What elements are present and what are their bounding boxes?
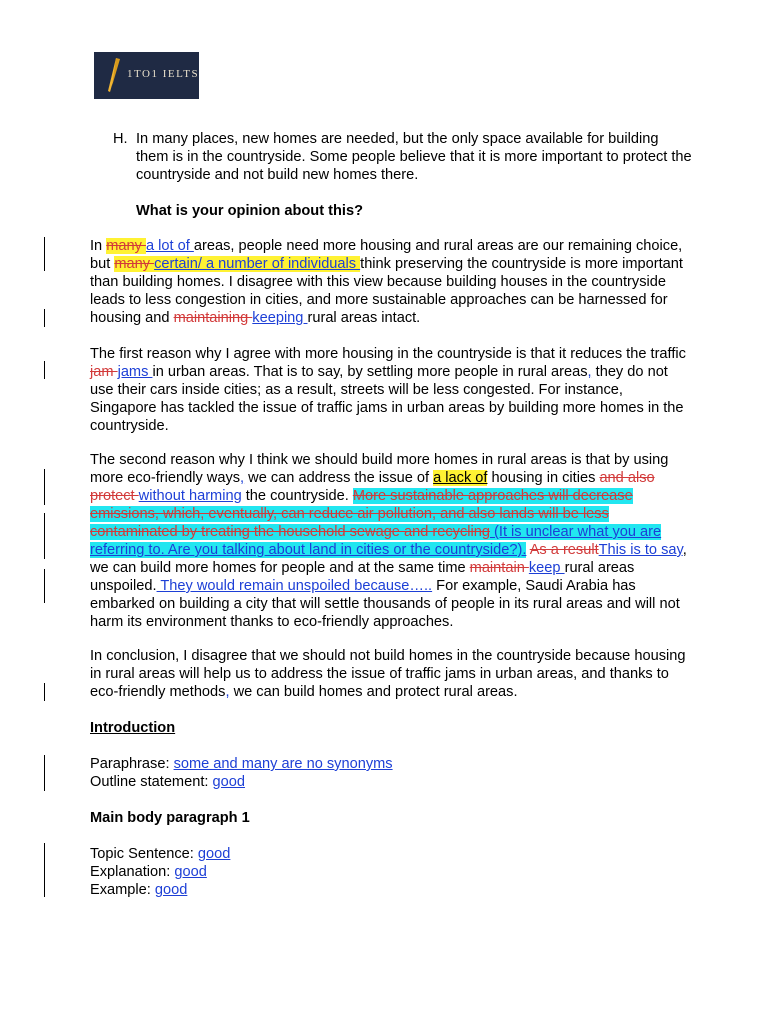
reviewer-comment: (It is unclear what you are referring to. Are you talking about land in cities or the countryside?). <box>90 524 662 558</box>
paraphrase-line <box>90 755 690 773</box>
revision-bar <box>44 237 45 271</box>
reviewer-comment: They would remain unspoiled because….. <box>156 578 433 594</box>
logo-text: 1TO1 IELTS <box>127 68 199 80</box>
text-run: rural areas intact. <box>307 310 421 326</box>
text-run: we can build homes and protect rural areas. <box>229 684 518 700</box>
body-paragraph-1-feedback <box>90 845 690 899</box>
explanation-label: Explanation: <box>90 864 175 880</box>
inserted-text: This is to say <box>598 542 683 558</box>
revision-bar <box>44 309 45 327</box>
essay-paragraph-1 <box>90 237 690 327</box>
text-run: In conclusion, I disagree that we should not build homes in the countryside because housing in rural areas will help us to address the issue of traffic jams in urban areas, and thanks to eco-friendly methods <box>90 648 686 700</box>
outline-line <box>90 773 690 791</box>
revision-bar <box>44 683 45 701</box>
outline-label: Outline statement: <box>90 774 213 790</box>
inserted-text: without harming <box>138 488 242 504</box>
essay-question <box>113 130 693 220</box>
revision-bar <box>44 843 45 897</box>
example-line <box>90 881 690 899</box>
text-run: in urban areas. That is to say, by settling more people in rural areas <box>152 364 588 380</box>
text-run: The first reason why I agree with more housing in the countryside is that it reduces the traffic <box>90 346 686 362</box>
text-run: rural areas unspoiled. <box>90 560 635 594</box>
brand-logo <box>94 52 199 99</box>
topic-comment: good <box>197 846 231 862</box>
inserted-text: keep <box>528 560 565 576</box>
deleted-text: many <box>106 238 146 254</box>
deleted-text: and also protect <box>90 470 655 504</box>
text-run: they do not use their cars inside cities; as a result, streets will be less congested. For instance, Singapore has tackled the issue of traffic jams in urban areas by building more homes in the countryside. <box>90 364 684 434</box>
deleted-text: More sustainable approaches will decrease emissions, which, eventually, can reduce air pollution, and also lands will be less contaminated by treating the household sewage and recycling <box>90 488 633 540</box>
highlighted-text: a lack of <box>433 470 488 486</box>
question-text: In many places, new homes are needed, but the only space available for building them is in the countryside. Some people believe that it is more important to protect the countryside and not build new homes there. <box>136 131 692 183</box>
question-letter: H. <box>113 131 128 147</box>
deleted-text: maintain <box>469 560 529 576</box>
deleted-text: As a result <box>529 542 599 558</box>
explanation-line <box>90 863 690 881</box>
explanation-comment: good <box>174 864 207 880</box>
example-label: Example: <box>90 882 155 898</box>
inserted-text: keeping <box>252 310 308 326</box>
text-run: housing in cities <box>487 470 600 486</box>
topic-label: Topic Sentence: <box>90 846 198 862</box>
text-run: In <box>90 238 107 254</box>
quill-icon <box>104 56 124 96</box>
introduction-feedback <box>90 755 690 791</box>
deleted-text: jam <box>90 364 118 380</box>
revision-bar <box>44 755 45 791</box>
inserted-text: , <box>240 470 245 486</box>
outline-comment: good <box>212 774 245 790</box>
inserted-text: jams <box>117 364 153 380</box>
text-run: the countryside. <box>241 488 353 504</box>
text-run: For example, Saudi Arabia has embarked on building a city that will settle thousands of people in its rural areas and will not harm its environment thanks to eco-friendly approaches. <box>90 578 680 630</box>
text-run: think preserving the countryside is more important than building homes. I disagree with this view because building houses in the countryside leads to less congestion in cities, and more sustainable approaches can be harnessed for housing and <box>90 256 683 326</box>
inserted-text: a lot of <box>145 238 194 254</box>
revision-bar <box>44 469 45 505</box>
topic-line <box>90 845 690 863</box>
body-paragraph-1-heading: Main body paragraph 1 <box>90 810 250 826</box>
inserted-text: , <box>587 364 592 380</box>
revision-bar <box>44 513 45 559</box>
text-run: we can address the issue of <box>244 470 434 486</box>
revision-bar <box>44 361 45 379</box>
revision-bar <box>44 569 45 603</box>
inserted-text: , <box>225 684 230 700</box>
inserted-text: certain/ a number of individuals <box>154 256 361 272</box>
deleted-text: maintaining <box>173 310 253 326</box>
text-run: areas, people need more housing and rural areas are our remaining choice, but <box>90 238 683 272</box>
example-comment: good <box>154 882 188 898</box>
question-prompt: What is your opinion about this? <box>136 203 363 219</box>
text-run: , we can build more homes for people and at the same time <box>90 542 687 576</box>
essay-paragraph-4 <box>90 647 690 701</box>
introduction-heading: Introduction <box>90 720 176 736</box>
text-run: The second reason why I think we should build more homes in rural areas is that by using more eco-friendly ways <box>90 452 669 486</box>
essay-paragraph-3 <box>90 451 690 631</box>
paraphrase-label: Paraphrase: <box>90 756 174 772</box>
paraphrase-comment: some and many are no synonyms <box>173 756 393 772</box>
essay-paragraph-2 <box>90 345 690 435</box>
deleted-text: many <box>114 256 155 272</box>
